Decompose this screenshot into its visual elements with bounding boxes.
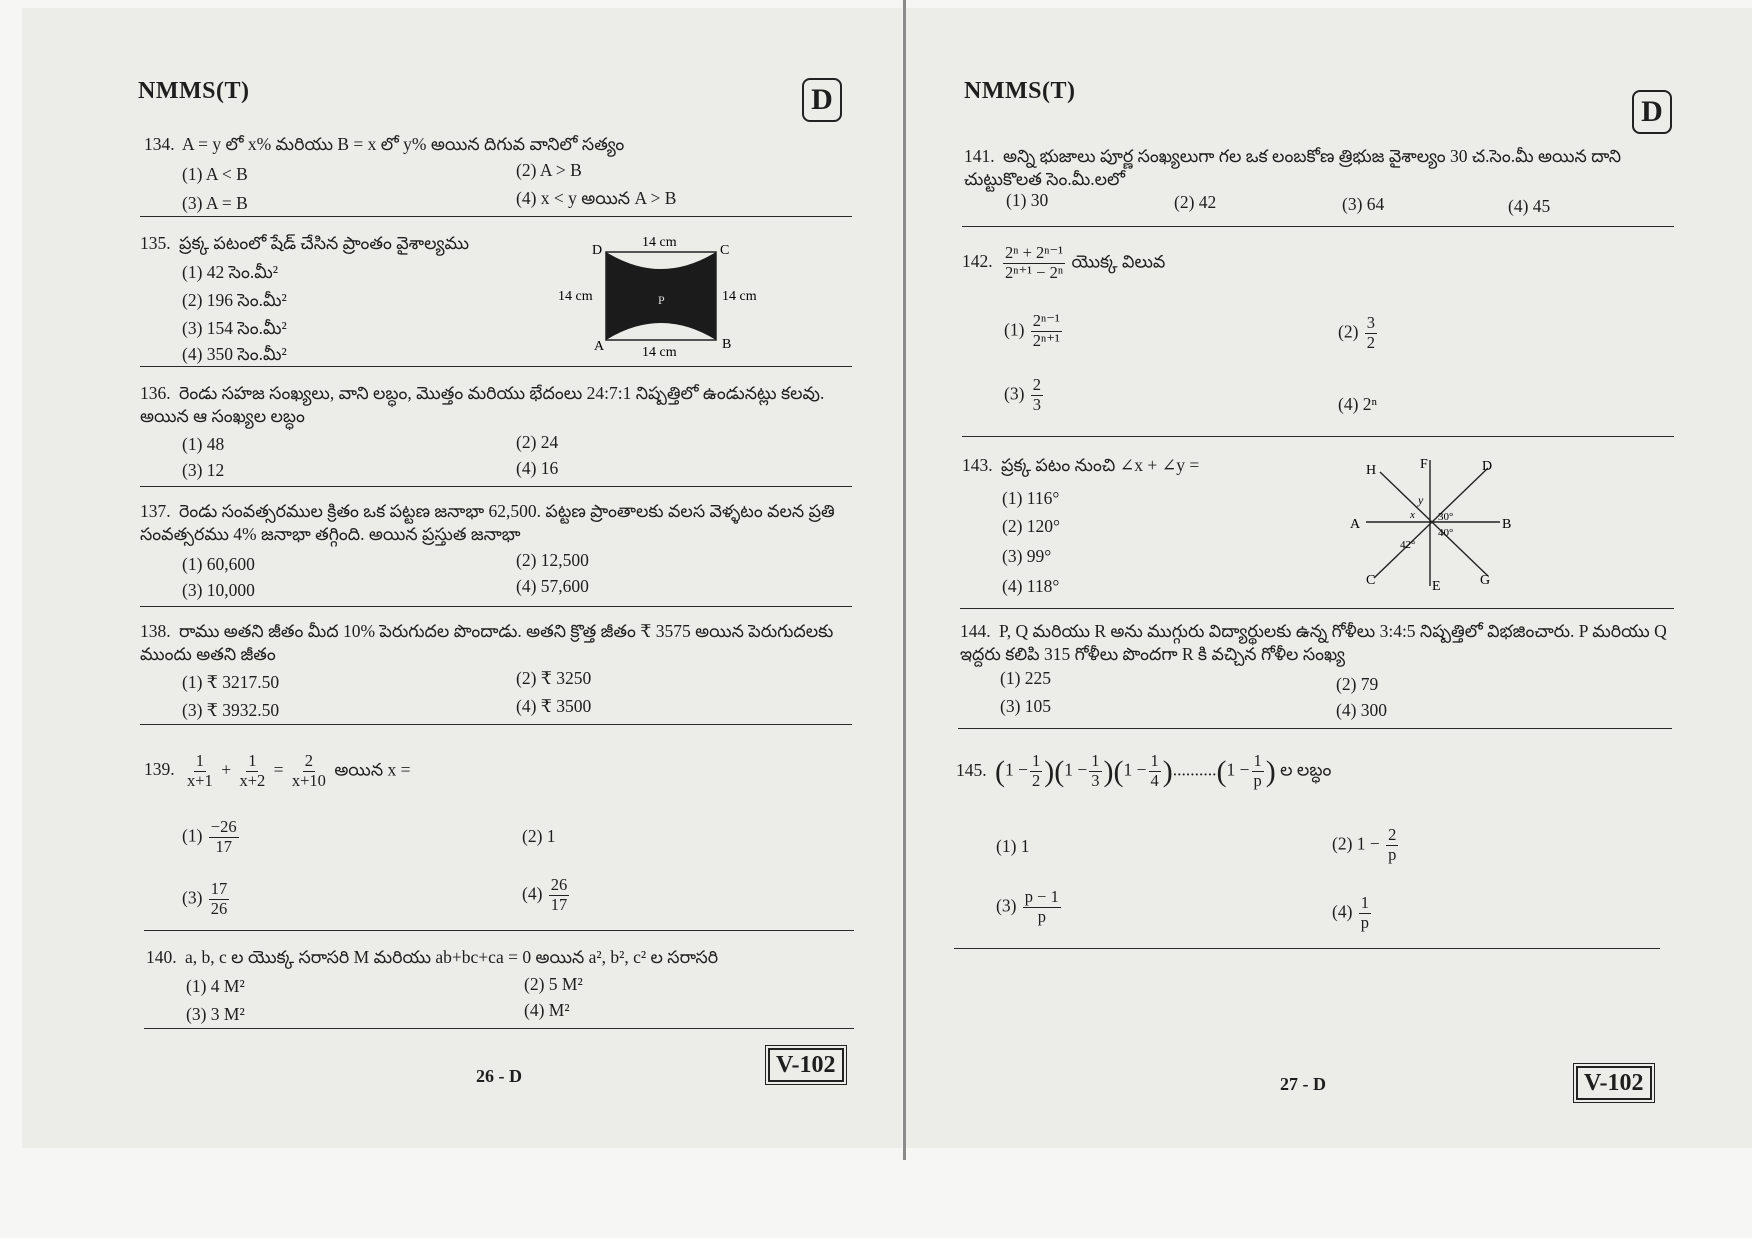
option-label: (4) [522, 883, 543, 904]
numerator: 1 [1032, 751, 1041, 771]
label-bottom: 14 cm [642, 345, 677, 360]
numerator: 3 [1366, 313, 1376, 332]
question-135 [140, 232, 520, 255]
q141-option-3: (3) 64 [1342, 194, 1385, 214]
point-a: A [1350, 517, 1361, 532]
q135-figure [556, 232, 776, 362]
question-text: రెండు సంవత్సరముల క్రితం ఒక పట్టణ జనాభా 62,500. పట్టణ ప్రాంతాలకు వలస వెళ్ళటం వలన ప్రతి సంవత్సరము 4% జనాభా తగ్గింది. అయిన ప్రస్తుత జనాభా [140, 501, 835, 544]
q139-option-2: (2) 1 [522, 826, 556, 846]
question-141 [964, 145, 1674, 191]
vertex-d: D [592, 243, 603, 258]
question-136 [140, 382, 856, 428]
q140-option-2: (2) 5 M² [524, 974, 583, 994]
right-page-header: NMMS(T) [964, 78, 1076, 104]
q138-option-2: (2) ₹ 3250 [516, 668, 592, 688]
question-text: రెండు సహజ సంఖ్యలు, వాని లబ్ధం, మొత్తం మరియు భేదంలు 24:7:1 నిష్పత్తిలో ఉండునట్లు కలవు. అయిన ఆ సంఖ్యల లబ్ధం [140, 383, 825, 426]
q135-option-3: (3) 154 సెం.మీ² [182, 318, 287, 338]
q134-option-4: (4) x < y అయిన A > B [516, 188, 677, 208]
q144-option-4: (4) 300 [1336, 700, 1388, 720]
line-hg [1380, 472, 1488, 576]
q141-option-4: (4) 45 [1508, 196, 1551, 216]
question-number: 141. [964, 146, 995, 166]
question-fraction [1003, 244, 1065, 283]
numerator: 2 [304, 751, 314, 770]
denominator: 4 [1150, 771, 1159, 790]
option-label: (1) [1004, 319, 1025, 340]
numerator: 2 [1388, 825, 1397, 844]
question-divider [140, 724, 852, 725]
numerator: 26 [550, 875, 568, 894]
term-prefix: 1 − [1005, 759, 1028, 780]
numerator: 17 [210, 879, 228, 898]
denominator: p [1388, 844, 1397, 864]
denominator: x+2 [239, 770, 266, 790]
angle-42: 42° [1400, 539, 1416, 551]
q135-option-4: (4) 350 సెం.మీ² [182, 344, 287, 364]
point-f: F [1420, 457, 1428, 472]
ellipsis: .......... [1172, 759, 1217, 780]
question-divider [962, 436, 1674, 437]
option-label: (3) [996, 895, 1017, 916]
question-145: 145. (1 − $\frac{1}{2}$ )(1 − $\frac{1}{3}$ )(1 − $\frac{1}{4}$ )..........(1 − $\frac{1}{p}$ ) ల లబ్ధం [956, 751, 1332, 790]
question-140 [146, 946, 862, 969]
question-139: 139. $\frac{1}{x+1}$ + $\frac{1}{x+2}$ = $\frac{2}{x+10}$ అయిన x = [144, 751, 411, 790]
vertex-a: A [594, 339, 605, 354]
question-tail: ల లబ్ధం [1280, 759, 1332, 780]
label-p: P [658, 293, 665, 307]
q137-option-3: (3) 10,000 [182, 580, 255, 600]
question-138 [140, 620, 856, 666]
term-prefix: 1 − [1064, 759, 1088, 780]
term-prefix: 1 − [1226, 759, 1250, 780]
vertex-b: B [722, 337, 732, 352]
denominator: 17 [550, 894, 568, 914]
question-divider [140, 366, 852, 367]
q140-option-1: (1) 4 M² [186, 976, 245, 996]
q135-option-2: (2) 196 సెం.మీ² [182, 290, 287, 310]
question-number: 142. [962, 251, 993, 272]
numerator: p − 1 [1024, 887, 1059, 906]
q137-option-2: (2) 12,500 [516, 550, 589, 570]
question-tail: అయిన x = [334, 759, 411, 780]
question-number: 138. [140, 621, 171, 641]
q144-option-2: (2) 79 [1336, 674, 1379, 694]
q139-option-3 [182, 880, 231, 919]
denominator: 3 [1032, 394, 1042, 414]
option-label: (4) [1332, 901, 1353, 922]
q142-option-3 [1004, 376, 1045, 415]
option-fraction [1359, 894, 1371, 933]
option-label: (2) [1332, 833, 1353, 854]
q138-option-3: (3) ₹ 3932.50 [182, 700, 280, 720]
left-set-badge: D [802, 78, 842, 122]
question-137 [140, 500, 856, 546]
denominator: 2ⁿ⁺¹ [1032, 330, 1060, 350]
q134-option-3: (3) A = B [182, 193, 248, 213]
denominator: 2 [1366, 332, 1376, 352]
q144-option-1: (1) 225 [1000, 668, 1052, 688]
question-number: 140. [146, 947, 177, 967]
q142-option-4: (4) 2ⁿ [1338, 394, 1378, 414]
q135-option-1: (1) 42 సెం.మీ² [182, 262, 278, 282]
term-fraction [1089, 752, 1101, 791]
option-prefix: 1 − [1356, 833, 1380, 854]
numerator: 2 [1032, 375, 1042, 394]
denominator: x+1 [187, 770, 213, 790]
line-dc [1374, 468, 1488, 578]
question-divider [962, 226, 1674, 227]
left-page-number: 26 - D [476, 1066, 522, 1086]
point-b: B [1502, 517, 1512, 532]
q142-option-1 [1004, 312, 1064, 351]
q138-option-4: (4) ₹ 3500 [516, 696, 592, 716]
question-divider [144, 930, 854, 931]
point-g: G [1480, 573, 1491, 588]
point-d: D [1482, 459, 1493, 474]
term-fraction [1252, 752, 1264, 791]
q137-option-1: (1) 60,600 [182, 554, 255, 574]
q143-option-1: (1) 116° [1002, 488, 1060, 508]
term-prefix: 1 − [1123, 759, 1147, 780]
numerator: 1 [1253, 751, 1262, 771]
point-h: H [1366, 463, 1377, 478]
question-divider [144, 1028, 854, 1029]
question-number: 134. [144, 134, 175, 154]
fraction-1 [185, 752, 215, 791]
numerator: 1 [1091, 751, 1100, 771]
q140-option-4: (4) M² [524, 1000, 570, 1020]
fraction-2 [237, 752, 267, 791]
angle-30: 30° [1438, 511, 1454, 523]
option-fraction [549, 876, 570, 915]
q142-option-2 [1338, 314, 1379, 353]
question-text: P, Q మరియు R అను ముగ్గురు విద్యార్థులకు ఉన్న గోళీలు 3:4:5 నిష్పత్తిలో విభజించారు. P మరియు Q ఇద్దరు కలిపి 315 గోళీలు పొందగా R కి వచ్చిన గోళీల సంఖ్య [960, 621, 1667, 664]
right-paper-code: V-102 [1576, 1066, 1652, 1100]
numerator: 1 [195, 751, 205, 770]
question-divider [960, 608, 1674, 609]
question-divider [140, 216, 852, 217]
option-label: (1) [182, 825, 203, 846]
q145-option-2 [1332, 826, 1400, 865]
q145-option-3 [996, 888, 1063, 927]
q140-option-3: (3) 3 M² [186, 1004, 245, 1024]
q144-option-3: (3) 105 [1000, 696, 1052, 716]
option-fraction [209, 818, 239, 857]
question-text: ప్రక్క పటం నుంచి ∠x + ∠y = [1001, 455, 1200, 475]
option-fraction [1365, 314, 1377, 353]
label-left: 14 cm [558, 289, 593, 304]
point-e: E [1432, 579, 1441, 594]
question-divider [140, 486, 852, 487]
question-number: 135. [140, 233, 171, 253]
q141-option-2: (2) 42 [1174, 192, 1217, 212]
question-number: 137. [140, 501, 171, 521]
option-label: (2) [1338, 321, 1359, 342]
q143-option-4: (4) 118° [1002, 576, 1060, 596]
q143-option-3: (3) 99° [1002, 546, 1052, 566]
left-page-header: NMMS(T) [138, 78, 250, 104]
q143-figure [1344, 452, 1524, 600]
denominator: 2 [1032, 771, 1041, 790]
option-fraction [209, 880, 230, 919]
denominator: p [1253, 771, 1262, 790]
q134-option-1: (1) A < B [182, 164, 248, 184]
point-c: C [1366, 573, 1376, 588]
numerator: 1 [1150, 751, 1159, 771]
numerator: 1 [248, 751, 257, 770]
denominator: 2ⁿ⁺¹ − 2ⁿ [1005, 262, 1064, 282]
numerator: 1 [1360, 893, 1370, 912]
q136-option-3: (3) 12 [182, 460, 225, 480]
denominator: 26 [210, 898, 228, 918]
denominator: p [1360, 912, 1370, 932]
q145-option-4 [1332, 894, 1373, 933]
question-142 [962, 244, 1678, 283]
term-fraction [1030, 752, 1042, 791]
angle-40: 40° [1438, 527, 1454, 539]
term-fraction [1149, 752, 1161, 791]
question-divider [954, 948, 1660, 949]
question-144 [960, 620, 1678, 666]
question-number: 144. [960, 621, 991, 641]
option-label: (3) [1004, 383, 1025, 404]
fraction-3 [290, 752, 328, 791]
q137-option-4: (4) 57,600 [516, 576, 589, 596]
angle-x-top: x [1410, 509, 1415, 521]
q136-option-4: (4) 16 [516, 458, 559, 478]
q141-option-1: (1) 30 [1006, 190, 1049, 210]
question-divider [140, 606, 852, 607]
q145-option-1: (1) 1 [996, 836, 1030, 856]
right-page-number: 27 - D [1280, 1074, 1326, 1094]
q138-option-1: (1) ₹ 3217.50 [182, 672, 280, 692]
question-number: 136. [140, 383, 171, 403]
option-label: (3) [182, 887, 203, 908]
question-text: a, b, c ల యొక్క సరాసరి M మరియు ab+bc+ca = 0 అయిన a², b², c² ల సరాసరి [185, 947, 719, 967]
question-divider [958, 728, 1672, 729]
question-text: ప్రక్క పటంలో షేడ్ చేసిన ప్రాంతం వైశాల్యము [179, 233, 470, 253]
question-tail: యొక్క విలువ [1071, 251, 1166, 272]
numerator: 2ⁿ⁻¹ [1032, 311, 1060, 330]
label-top: 14 cm [642, 235, 677, 250]
q139-option-4 [522, 876, 571, 915]
question-number: 139. [144, 759, 175, 780]
denominator: x+10 [291, 770, 326, 790]
vertex-c: C [720, 243, 730, 258]
question-text: అన్ని భుజాలు పూర్ణ సంఖ్యలుగా గల ఒక లంబకోణ త్రిభుజ వైశాల్యం 30 చ.సెం.మీ అయిన దాని చుట్టుకొలత సెం.మీ.లలో [964, 146, 1622, 189]
page-spine [903, 0, 906, 1160]
right-set-badge: D [1632, 90, 1672, 134]
question-number: 145. [956, 759, 987, 780]
question-number: 143. [962, 455, 993, 475]
q136-option-1: (1) 48 [182, 434, 225, 454]
q143-option-2: (2) 120° [1002, 516, 1061, 536]
option-fraction [1031, 312, 1062, 351]
denominator: 3 [1091, 771, 1100, 790]
angle-y: y [1418, 493, 1424, 507]
label-right: 14 cm [722, 289, 757, 304]
question-143 [962, 454, 1322, 477]
option-fraction [1031, 376, 1043, 415]
question-text: A = y లో x% మరియు B = x లో y% అయిన దిగువ వానిలో సత్యం [182, 134, 625, 154]
q139-option-1 [182, 818, 241, 857]
question-text: రాము అతని జీతం మీద 10% పెరుగుదల పొందాడు. అతని క్రొత్త జీతం ₹ 3575 అయిన పెరుగుదలకు ముందు అతని జీతం [140, 621, 834, 664]
denominator: p [1037, 906, 1046, 926]
q134-option-2: (2) A > B [516, 160, 582, 180]
denominator: 17 [215, 836, 232, 856]
option-fraction [1386, 826, 1398, 865]
question-134 [144, 133, 864, 156]
numerator: 2ⁿ + 2ⁿ⁻¹ [1005, 243, 1064, 262]
q136-option-2: (2) 24 [516, 432, 559, 452]
left-paper-code: V-102 [768, 1048, 844, 1082]
left-page [22, 8, 902, 1148]
option-fraction [1023, 888, 1061, 927]
numerator: −26 [210, 817, 237, 836]
